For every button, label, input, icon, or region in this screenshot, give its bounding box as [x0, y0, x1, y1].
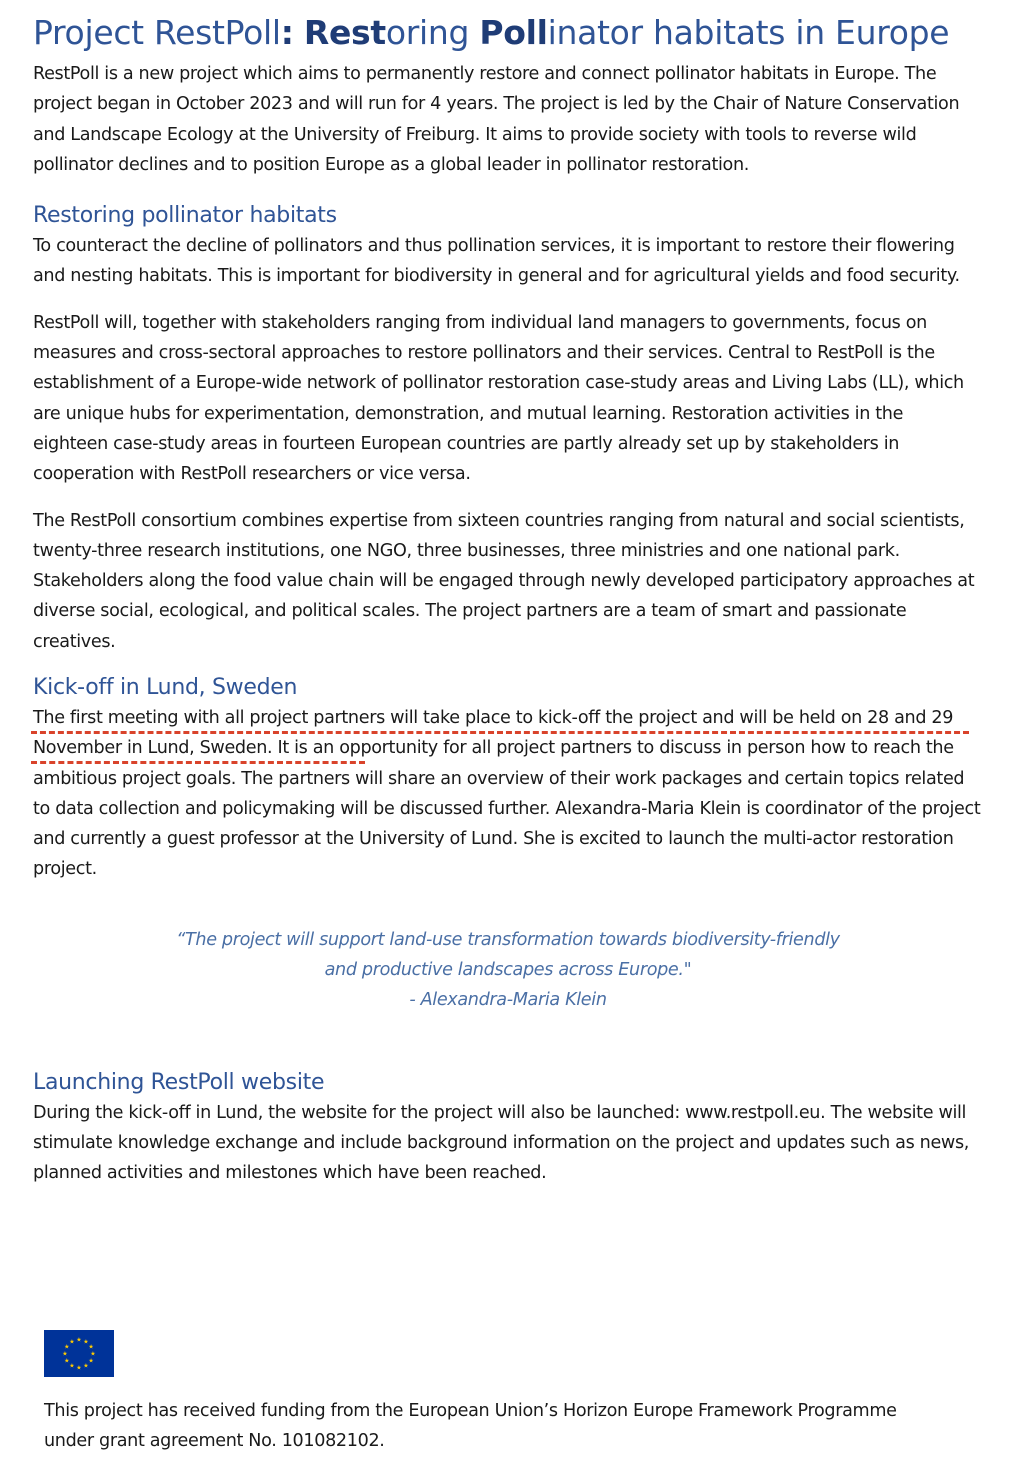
spellcheck-underline-line1: [31, 731, 969, 734]
eu-star: ★: [62, 1350, 68, 1358]
restoring-paragraph-3: The RestPoll consortium combines expertise from sixteen countries ranging from natural and social scientists, twenty-three research institutions, one NGO, three businesses, three ministries and one national park. Stakeholders along the food value chain will be engaged through newly developed participatory approaches at diverse social, ecological, and political scales. The project partners are a team of smart and passionate creatives.: [33, 510, 975, 652]
restoring-paragraph-2: RestPoll will, together with stakeholders ranging from individual land managers to governments, focus on measures and cross-sectoral approaches to restore pollinators and their services. Central to RestPoll is the establishment of a Europe-wide network of pollinator restoration case-study areas and Living Labs (LL), which are unique hubs for experimentation, demonstration, and mutual learning. Restoration activities in the eighteen case-study areas in fourteen European countries are partly already set up by stakeholders in cooperation with RestPoll researchers or vice versa.: [33, 312, 964, 485]
page-title: [33, 14, 983, 52]
title-bold-rest: Rest: [303, 13, 386, 52]
eu-star: ★: [76, 1336, 82, 1344]
eu-star: ★: [69, 1362, 75, 1370]
intro-paragraph: RestPoll is a new project which aims to permanently restore and connect pollinator habitats in Europe. The project began in October 2023 and will run for 4 years. The project is led by the Chair of Nature Conservation and Landscape Ecology at the University of Freiburg. It aims to provide society with tools to reverse wild pollinator declines and to position Europe as a global leader in pollinator restoration.: [33, 63, 960, 175]
spellcheck-underline-line2: [31, 761, 365, 764]
funding-statement: This project has received funding from the European Union’s Horizon Europe Framework Programme under grant agreement No. 101082102.: [44, 1401, 897, 1452]
eu-star: ★: [64, 1343, 70, 1351]
eu-star: ★: [88, 1357, 94, 1365]
title-colon: :: [280, 13, 294, 52]
eu-star: ★: [69, 1338, 75, 1346]
website-paragraph: During the kick-off in Lund, the website for the project will also be launched: www.restpoll.eu. The website will stimulate knowledge exchange and include background information on the project and updates such as news, planned activities and milestones which have been reached.: [33, 1102, 970, 1184]
section-heading-restoring: Restoring pollinator habitats: [33, 203, 337, 229]
kickoff-paragraph: The first meeting with all project partners will take place to kick-off the project and will be held on 28 and 29 November in Lund, Sweden. It is an opportunity for all project partners to discuss in person how to reach the ambitious project goals. The partners will share an overview of their work packages and certain topics related to data collection and policymaking will be discussed further. Alexandra-Maria Klein is coordinator of the project and currently a guest professor at the University of Lund. She is excited to launch the multi-actor restoration project.: [33, 707, 981, 880]
title-part2: inator habitats in Europe: [547, 13, 950, 52]
eu-star: ★: [76, 1364, 82, 1372]
title-bold-poll: Poll: [479, 13, 548, 52]
eu-star: ★: [90, 1350, 96, 1358]
eu-star: ★: [64, 1357, 70, 1365]
restoring-paragraph-1: To counteract the decline of pollinators and thus pollination services, it is important to restore their flowering and nesting habitats. This is important for biodiversity in general and for agricultural yields and food security.: [33, 236, 960, 287]
kickoff-block: [33, 703, 983, 885]
eu-star: ★: [83, 1338, 89, 1346]
quote-attribution: - Alexandra-Maria Klein: [409, 990, 607, 1011]
section-heading-kickoff: Kick-off in Lund, Sweden: [33, 674, 298, 700]
quote-line-2: and productive landscapes across Europe.": [324, 960, 692, 981]
pull-quote: [33, 925, 983, 1016]
eu-star: ★: [88, 1343, 94, 1351]
eu-flag-icon: [44, 1330, 114, 1377]
section-heading-website: Launching RestPoll website: [33, 1069, 325, 1095]
quote-line-1: “The project will support land-use transformation towards biodiversity-friendly: [176, 929, 840, 950]
document-page: [33, 14, 983, 1205]
eu-star: ★: [83, 1362, 89, 1370]
title-part1: oring: [385, 13, 480, 52]
title-prefix: Project RestPoll: [33, 13, 281, 52]
